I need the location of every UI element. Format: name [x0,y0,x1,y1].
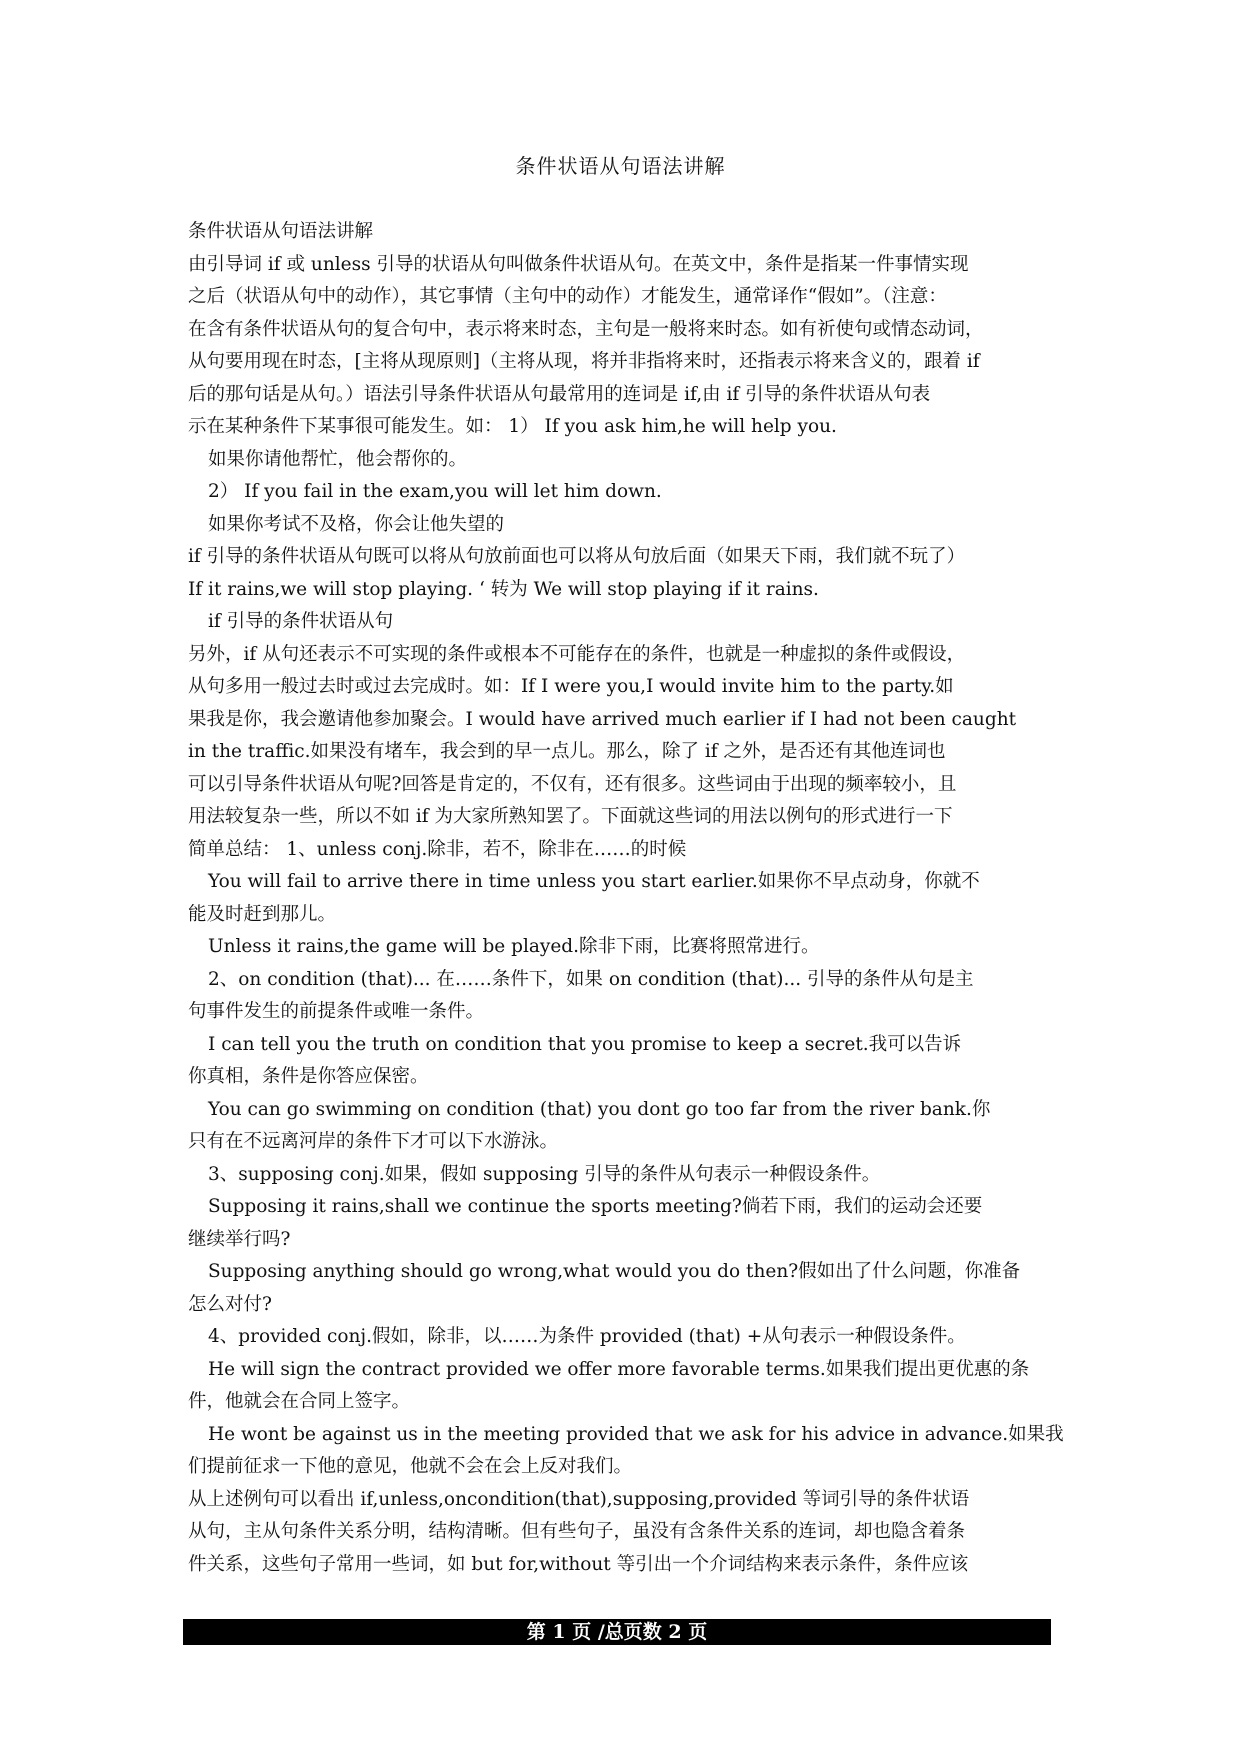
text-line: 示在某种条件下某事很可能发生。如： 1） If you ask him,he will help you. [188,416,837,437]
text-line: 后的那句话是从句。）语法引导条件状语从句最常用的连词是 if,由 if 引导的条件状语从句表 [188,383,931,405]
document-body [188,216,1088,1581]
text-line: 由引导词 if 或 unless 引导的状语从句叫做条件状语从句。在英文中，条件是指某一件事情实现 [188,253,969,275]
text-line: if 引导的条件状语从句既可以将从句放前面也可以将从句放后面（如果天下雨，我们就不玩了） [188,546,966,567]
text-line: Unless it rains,the game will be played.除非下雨，比赛将照常进行。 [208,936,820,957]
text-line: 如果你考试不及格，你会让他失望的 [208,513,505,535]
text-line: 3、supposing conj.如果，假如 supposing 引导的条件从句表示一种假设条件。 [208,1163,881,1185]
text-line: Supposing anything should go wrong,what would you do then?假如出了什么问题，你准备 [208,1261,1021,1282]
text-line: 们提前征求一下他的意见，他就不会在会上反对我们。 [188,1456,633,1477]
page-title: 条件状语从句语法讲解 [515,154,726,178]
text-line: 能及时赶到那儿。 [188,903,337,925]
page-footer [183,1619,1051,1645]
text-line: 2） If you fail in the exam,you will let him down. [208,481,662,502]
text-line: 句事件发生的前提条件或唯一条件。 [188,1001,485,1022]
text-line: 你真相，条件是你答应保密。 [188,1066,429,1087]
text-line: if 引导的条件状语从句 [208,611,394,632]
text-line: 从句多用一般过去时或过去完成时。如：If I were you,I would invite him to the party.如 [188,676,954,697]
text-line: 4、provided conj.假如，除非，以……为条件 provided (that) +从句表示一种假设条件。 [208,1326,966,1347]
text-line: 从句要用现在时态，[主将从现原则]（主将从现，将并非指将来时，还指表示将来含义的，跟着 if [188,351,980,372]
text-line: 另外，if 从句还表示不可实现的条件或根本不可能存在的条件，也就是一种虚拟的条件或假设， [188,643,966,665]
text-line: 如果你请他帮忙，他会帮你的。 [208,448,468,470]
text-line: You will fail to arrive there in time unless you start earlier.如果你不早点动身，你就不 [208,871,980,892]
text-line: 条件状语从句语法讲解 [188,221,374,242]
text-line: You can go swimming on condition (that) you dont go too far from the river bank.你 [208,1098,991,1120]
text-line: in the traffic.如果没有堵车，我会到的早一点儿。那么，除了 if 之外，是否还有其他连词也 [188,741,946,762]
page-number-label: 第 1 页 /总页数 2 页 [526,1621,708,1643]
text-line: 之后（状语从句中的动作），其它事情（主句中的动作）才能发生，通常译作“假如”。（注意： [188,286,947,307]
text-line: I can tell you the truth on condition that you promise to keep a secret.我可以告诉 [208,1033,962,1055]
text-line: 果我是你，我会邀请他参加聚会。I would have arrived much earlier if I had not been caught [188,708,1017,730]
text-line: 件，他就会在合同上签字。 [188,1391,411,1412]
text-line: 件关系，这些句子常用一些词，如 but for,without 等引出一个介词结构来表示条件，条件应该 [188,1553,969,1575]
text-line: 只有在不远离河岸的条件下才可以下水游泳。 [188,1131,559,1152]
text-line: Supposing it rains,shall we continue the sports meeting?倘若下雨，我们的运动会还要 [208,1196,983,1217]
text-line: 简单总结： 1、unless conj.除非，若不，除非在……的时候 [188,838,687,860]
text-line: If it rains,we will stop playing. ‘ 转为 We will stop playing if it rains. [188,578,819,600]
text-line: 可以引导条件状语从句呢?回答是肯定的，不仅有，还有很多。这些词由于出现的频率较小，且 [188,773,957,795]
text-line: 在含有条件状语从句的复合句中，表示将来时态，主句是一般将来时态。如有祈使句或情态动词， [188,318,984,340]
text-line: He wont be against us in the meeting provided that we ask for his advice in advance.如果我 [208,1423,1064,1445]
text-line: 用法较复杂一些，所以不如 if 为大家所熟知罢了。下面就这些词的用法以例句的形式进行一下 [188,806,953,827]
text-line: 怎么对付? [188,1293,272,1315]
text-line: 从上述例句可以看出 if,unless,oncondition(that),supposing,provided 等词引导的条件状语 [188,1488,970,1510]
text-line: 2、on condition (that)... 在……条件下，如果 on condition (that)... 引导的条件从句是主 [208,968,974,990]
text-line: 从句，主从句条件关系分明，结构清晰。但有些句子，虽没有含条件关系的连词，却也隐含着条 [188,1521,966,1542]
text-line: 继续举行吗? [188,1228,291,1250]
text-line: He will sign the contract provided we offer more favorable terms.如果我们提出更优惠的条 [208,1358,1030,1380]
